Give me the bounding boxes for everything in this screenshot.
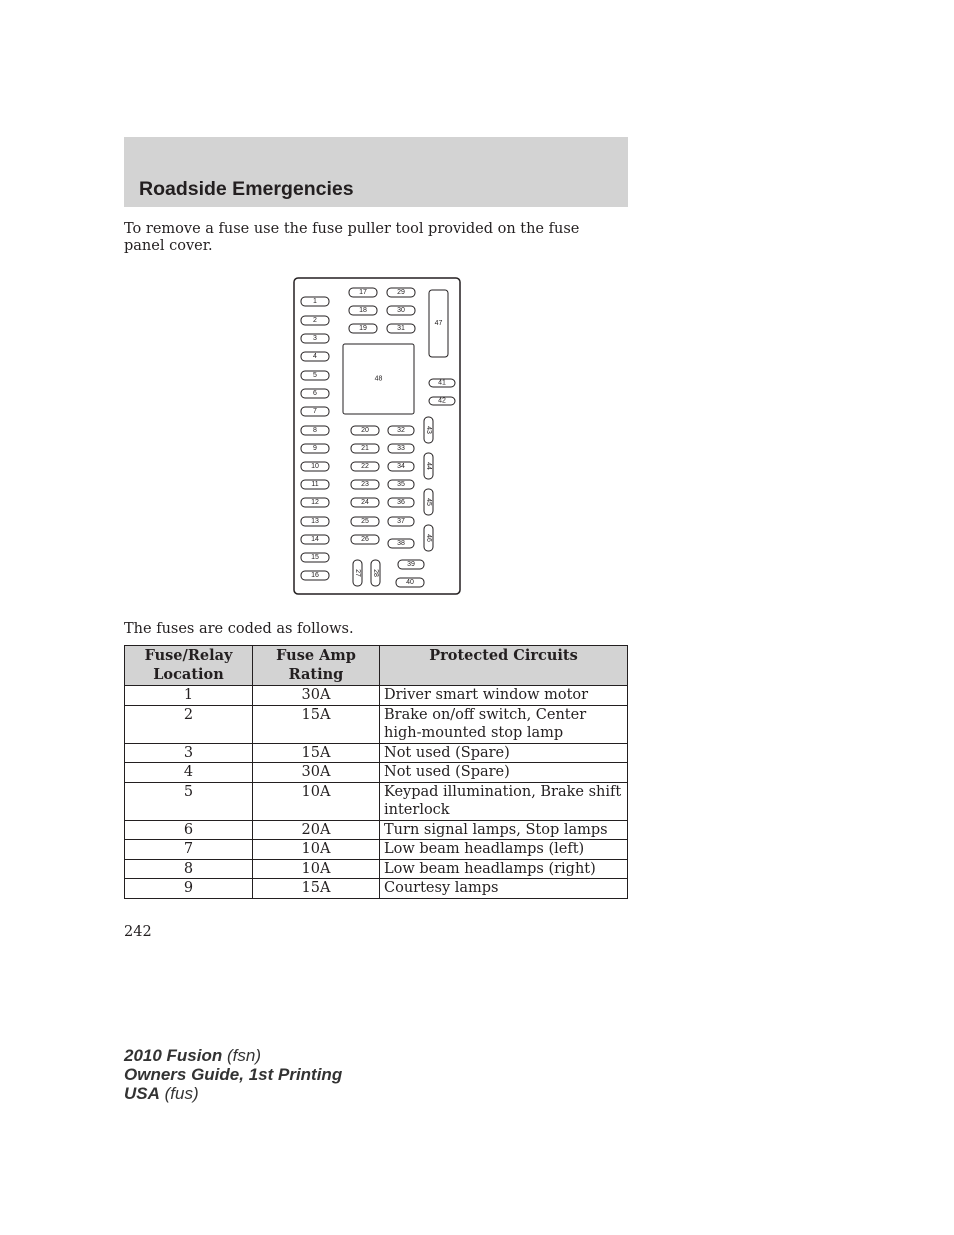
fuse-slot-1 xyxy=(301,297,329,306)
fuse-label: 38 xyxy=(397,540,405,547)
fuse-slot-30 xyxy=(387,306,415,315)
table-row xyxy=(125,763,628,783)
fuse-label: 24 xyxy=(361,499,369,506)
fuse-amp: 10A xyxy=(253,782,380,820)
footer-line-3 xyxy=(124,1084,342,1103)
fuse-slot-28 xyxy=(371,560,380,586)
fuse-label: 5 xyxy=(313,372,317,379)
fuse-label: 37 xyxy=(397,518,405,525)
fuse-label: 35 xyxy=(397,481,405,488)
footer-model: 2010 Fusion xyxy=(124,1046,223,1065)
fuse-label: 11 xyxy=(311,481,319,488)
fuse-label: 1 xyxy=(313,298,317,305)
fuse-label: 7 xyxy=(313,408,317,415)
fuse-label: 18 xyxy=(359,307,367,314)
table-row xyxy=(125,782,628,820)
header-protected-circuits: Protected Circuits xyxy=(380,646,628,686)
fuse-slot-4 xyxy=(301,352,329,361)
intro-paragraph: To remove a fuse use the fuse puller tool provided on the fuse panel cover. xyxy=(124,221,580,254)
fuse-amp: 20A xyxy=(253,820,380,840)
fuse-label: 48 xyxy=(374,375,383,383)
header-amp-rating: Fuse Amp Rating xyxy=(253,646,380,686)
fuse-slot-17 xyxy=(349,288,377,297)
fuse-slot-45 xyxy=(424,489,433,515)
fuse-label: 13 xyxy=(311,518,319,525)
fuse-label: 44 xyxy=(425,462,432,470)
fuse-label: 19 xyxy=(359,325,367,332)
document-footer xyxy=(124,1046,342,1103)
fuse-amp: 30A xyxy=(253,686,380,706)
fuse-label: 40 xyxy=(406,579,414,586)
coded-intro-text: The fuses are coded as follows. xyxy=(124,621,354,637)
section-title: Roadside Emergencies xyxy=(139,178,354,200)
fuse-label: 36 xyxy=(397,499,405,506)
fuse-circuit: Low beam headlamps (left) xyxy=(380,840,628,860)
fuse-slot-13 xyxy=(301,517,329,526)
fuse-slot-5 xyxy=(301,371,329,380)
table-header-row xyxy=(125,646,628,686)
fuse-circuit: Turn signal lamps, Stop lamps xyxy=(380,820,628,840)
fuse-slot-9 xyxy=(301,444,329,453)
fuse-label: 25 xyxy=(361,518,369,525)
fuse-circuit: Driver smart window motor xyxy=(380,686,628,706)
fuse-label: 28 xyxy=(372,569,379,577)
fuse-label: 42 xyxy=(438,397,446,405)
fuse-location: 6 xyxy=(125,820,253,840)
fuse-slot-42 xyxy=(429,397,455,405)
fuse-slot-7 xyxy=(301,407,329,416)
fuse-slot-37 xyxy=(388,517,414,526)
fuse-circuit: Brake on/off switch, Center high-mounted stop lamp xyxy=(380,705,628,743)
table-row xyxy=(125,859,628,879)
fuse-slot-25 xyxy=(351,517,379,526)
fuse-label: 14 xyxy=(311,536,319,543)
fuse-slot-40 xyxy=(396,578,424,587)
table-row xyxy=(125,820,628,840)
fuse-amp: 15A xyxy=(253,879,380,899)
fuse-slot-18 xyxy=(349,306,377,315)
fuse-slot-38 xyxy=(388,539,414,548)
fuse-label: 30 xyxy=(397,307,405,314)
fuse-slot-44 xyxy=(424,453,433,479)
fuse-slot-15 xyxy=(301,553,329,562)
fuse-slot-31 xyxy=(387,324,415,333)
fuse-slot-21 xyxy=(351,444,379,453)
fuse-circuit: Low beam headlamps (right) xyxy=(380,859,628,879)
fuse-slot-48 xyxy=(343,344,414,414)
fuse-slot-16 xyxy=(301,571,329,580)
fuse-location: 7 xyxy=(125,840,253,860)
fuse-slot-34 xyxy=(388,462,414,471)
fuse-label: 27 xyxy=(354,569,361,577)
fuse-label: 21 xyxy=(361,445,369,452)
fuse-label: 32 xyxy=(397,427,405,434)
fuse-slot-19 xyxy=(349,324,377,333)
fuse-label: 29 xyxy=(397,289,405,296)
fuse-slot-32 xyxy=(388,426,414,435)
fuse-label: 46 xyxy=(425,534,432,542)
fuse-label: 10 xyxy=(311,463,319,470)
fuse-circuit: Not used (Spare) xyxy=(380,743,628,763)
footer-market: USA xyxy=(124,1084,160,1103)
fuse-label: 23 xyxy=(361,481,369,488)
fuse-label: 2 xyxy=(313,317,317,324)
table-row xyxy=(125,705,628,743)
fuse-label: 3 xyxy=(313,335,317,342)
fuse-label: 31 xyxy=(397,325,405,332)
fuse-label: 39 xyxy=(407,561,415,568)
fuse-location: 5 xyxy=(125,782,253,820)
fuse-table xyxy=(124,645,628,899)
fuse-slot-23 xyxy=(351,480,379,489)
fuse-amp: 10A xyxy=(253,840,380,860)
fuse-slot-46 xyxy=(424,525,433,551)
fuse-label: 34 xyxy=(397,463,405,470)
fuse-label: 22 xyxy=(361,463,369,470)
footer-guide: Owners Guide, 1st Printing xyxy=(124,1065,343,1084)
fuse-circuit: Keypad illumination, Brake shift interlock xyxy=(380,782,628,820)
fuse-label: 8 xyxy=(313,427,317,434)
table-row xyxy=(125,879,628,899)
fuse-slot-24 xyxy=(351,498,379,507)
footer-market-code: (fus) xyxy=(164,1084,199,1103)
fuse-slot-27 xyxy=(353,560,362,586)
table-row xyxy=(125,840,628,860)
fuse-slot-47 xyxy=(429,290,448,357)
fuse-label: 33 xyxy=(397,445,405,452)
fuse-slot-10 xyxy=(301,462,329,471)
fuse-label: 17 xyxy=(359,289,367,296)
fuse-location: 2 xyxy=(125,705,253,743)
fuse-circuit: Courtesy lamps xyxy=(380,879,628,899)
fuse-label: 12 xyxy=(311,499,319,506)
fuse-location: 4 xyxy=(125,763,253,783)
fuse-label: 15 xyxy=(311,554,319,561)
fuse-slot-8 xyxy=(301,426,329,435)
fuse-amp: 10A xyxy=(253,859,380,879)
fuse-location: 3 xyxy=(125,743,253,763)
fuse-slot-12 xyxy=(301,498,329,507)
fuse-slot-20 xyxy=(351,426,379,435)
fuse-label: 26 xyxy=(361,536,369,543)
fuse-slot-3 xyxy=(301,334,329,343)
fuse-location: 8 xyxy=(125,859,253,879)
page-number: 242 xyxy=(124,924,152,940)
fuse-slot-22 xyxy=(351,462,379,471)
fuse-label: 43 xyxy=(425,426,432,434)
fuse-slot-33 xyxy=(388,444,414,453)
fuse-slot-43 xyxy=(424,417,433,443)
fuse-location: 9 xyxy=(125,879,253,899)
fuse-label: 47 xyxy=(434,320,443,327)
footer-model-code: (fsn) xyxy=(227,1046,261,1065)
fuse-slot-14 xyxy=(301,535,329,544)
fuse-label: 6 xyxy=(313,390,317,397)
fuse-amp: 15A xyxy=(253,705,380,743)
fuse-slot-41 xyxy=(429,379,455,387)
fuse-slot-6 xyxy=(301,389,329,398)
fuse-slot-39 xyxy=(398,560,424,569)
fuse-label: 4 xyxy=(313,353,317,360)
fuse-label: 16 xyxy=(311,572,319,579)
fuse-slot-36 xyxy=(388,498,414,507)
fuse-amp: 15A xyxy=(253,743,380,763)
fuse-slot-26 xyxy=(351,535,379,544)
fuse-label: 41 xyxy=(438,379,446,387)
fuse-slot-11 xyxy=(301,480,329,489)
fuse-label: 20 xyxy=(361,427,369,434)
fuse-circuit: Not used (Spare) xyxy=(380,763,628,783)
table-row xyxy=(125,686,628,706)
fuse-location: 1 xyxy=(125,686,253,706)
header-location: Fuse/Relay Location xyxy=(125,646,253,686)
fuse-amp: 30A xyxy=(253,763,380,783)
fuse-label: 45 xyxy=(425,498,432,506)
fuse-slot-2 xyxy=(301,316,329,325)
footer-line-2 xyxy=(124,1065,342,1084)
table-row xyxy=(125,743,628,763)
fuse-label: 9 xyxy=(313,445,317,452)
fuse-slot-29 xyxy=(387,288,415,297)
footer-line-1 xyxy=(124,1046,342,1065)
fuse-slot-35 xyxy=(388,480,414,489)
fuse-panel-diagram xyxy=(293,277,463,597)
